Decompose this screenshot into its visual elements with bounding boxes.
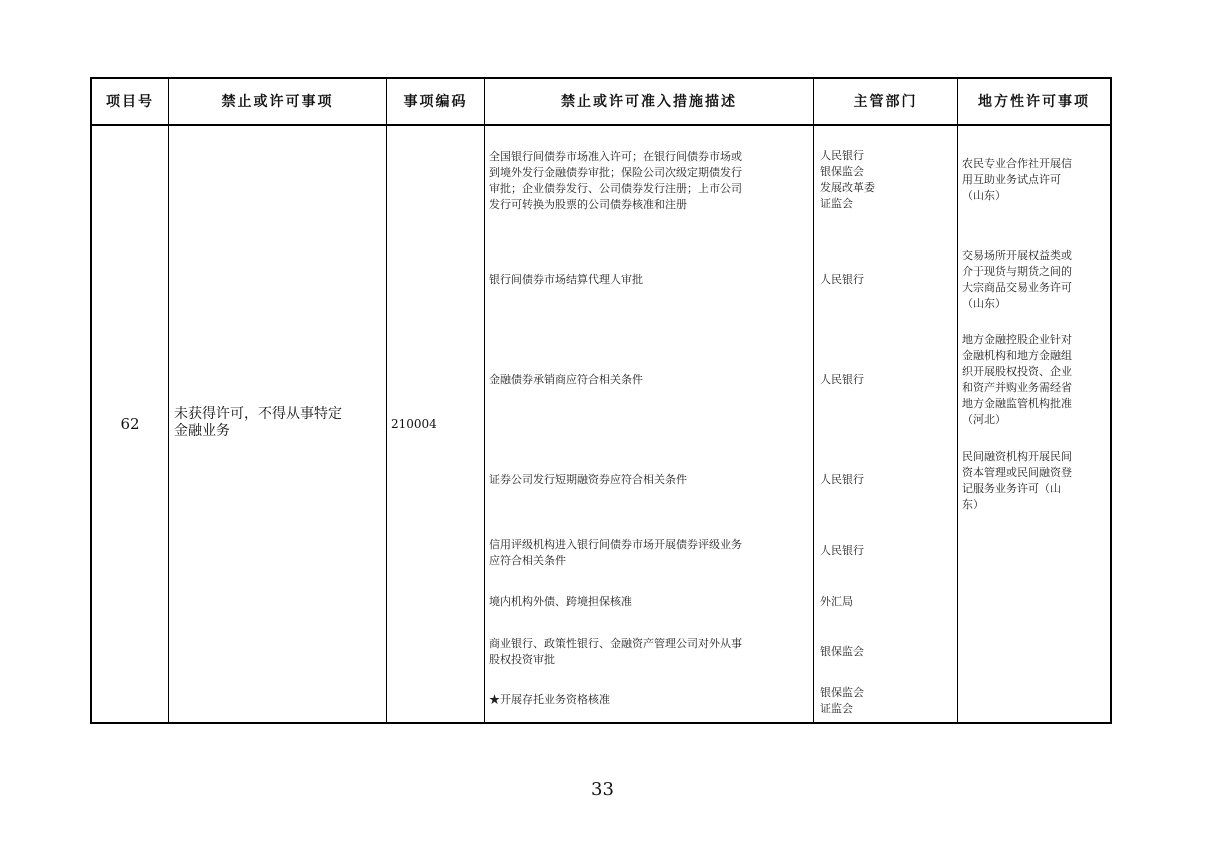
header-department: 主管部门 (853, 94, 918, 110)
header-item-no: 项目号 (106, 94, 154, 110)
col-divider (168, 77, 169, 724)
department-cell (820, 594, 853, 610)
desc-line: ★开展存托业务资格核准 (489, 693, 610, 706)
local-line: 织开展股权投资、企业 (962, 365, 1072, 378)
matter-line: 未获得许可，不得从事特定 (174, 406, 342, 422)
col-divider (1110, 77, 1112, 724)
desc-line: 金融债券承销商应符合相关条件 (489, 373, 643, 386)
department-cell (820, 543, 864, 559)
local-line: 东） (962, 498, 984, 511)
department-cell (820, 272, 864, 288)
desc-line: 全国银行间债券市场准入许可；在银行间债券市场或 (489, 150, 742, 163)
local-line: 大宗商品交易业务许可 (962, 281, 1072, 294)
local-line: 地方金融控股企业针对 (962, 333, 1072, 346)
desc-line: 商业银行、政策性银行、金融资产管理公司对外从事 (489, 637, 742, 650)
measure-description (489, 537, 742, 569)
measure-description (489, 692, 610, 708)
department-line: 外汇局 (820, 595, 853, 608)
local-line: （山东） (962, 189, 1006, 202)
department-cell (820, 372, 864, 388)
desc-line: 信用评级机构进入银行间债券市场开展债券评级业务 (489, 538, 742, 551)
local-line: 介于现货与期货之间的 (962, 265, 1072, 278)
desc-line: 应符合相关条件 (489, 554, 566, 567)
department-line: 证监会 (820, 702, 853, 715)
department-line: 银保监会 (820, 165, 864, 178)
desc-line: 发行可转换为股票的公司债券核准和注册 (489, 198, 687, 211)
measure-description (489, 594, 632, 610)
header-local: 地方性许可事项 (978, 94, 1090, 110)
header-code: 事项编码 (403, 94, 468, 110)
header-matter: 禁止或许可事项 (221, 94, 334, 110)
local-line: 地方金融监管机构批准 (962, 397, 1072, 410)
measure-description (489, 472, 687, 488)
department-cell (820, 148, 875, 212)
local-line: 交易场所开展权益类或 (962, 249, 1072, 262)
local-line: 记服务业务许可（山 (962, 482, 1061, 495)
department-line: 人民银行 (820, 273, 864, 286)
col-divider (484, 77, 485, 724)
department-line: 证监会 (820, 197, 853, 210)
department-line: 人民银行 (820, 149, 864, 162)
local-line: （河北） (962, 413, 1006, 426)
matter-text (174, 406, 342, 440)
local-line: （山东） (962, 297, 1006, 310)
measure-description (489, 372, 643, 388)
desc-line: 证券公司发行短期融资券应符合相关条件 (489, 473, 687, 486)
local-line: 民间融资机构开展民间 (962, 450, 1072, 463)
department-line: 银保监会 (820, 645, 864, 658)
department-cell (820, 472, 864, 488)
measure-description (489, 636, 742, 668)
col-divider (957, 77, 958, 724)
matter-line: 金融业务 (174, 423, 230, 439)
local-item (962, 449, 1072, 513)
department-cell (820, 685, 864, 717)
department-line: 人民银行 (820, 544, 864, 557)
local-item (962, 248, 1072, 312)
desc-line: 境内机构外债、跨境担保核准 (489, 595, 632, 608)
department-line: 发展改革委 (820, 181, 875, 194)
local-line: 用互助业务试点许可 (962, 173, 1061, 186)
table-bottom-border (90, 722, 1112, 724)
measure-description (489, 272, 643, 288)
item-number: 62 (120, 415, 140, 433)
local-line: 资本管理或民间融资登 (962, 466, 1072, 479)
local-line: 农民专业合作社开展信 (962, 157, 1072, 170)
department-line: 人民银行 (820, 473, 864, 486)
col-divider (813, 77, 814, 724)
desc-line: 到境外发行金融债券审批；保险公司次级定期债发行 (489, 166, 742, 179)
department-line: 银保监会 (820, 686, 864, 699)
department-cell (820, 644, 864, 660)
page-number: 33 (591, 779, 614, 800)
measure-description (489, 149, 742, 213)
item-code: 210004 (391, 417, 437, 431)
local-line: 和资产并购业务需经省 (962, 381, 1072, 394)
header-description: 禁止或许可准入措施描述 (561, 94, 737, 110)
department-line: 人民银行 (820, 373, 864, 386)
desc-line: 银行间债券市场结算代理人审批 (489, 273, 643, 286)
col-divider (386, 77, 387, 724)
local-item (962, 332, 1072, 428)
col-divider (90, 77, 92, 724)
local-item (962, 156, 1072, 204)
local-line: 金融机构和地方金融组 (962, 349, 1072, 362)
desc-line: 股权投资审批 (489, 653, 555, 666)
desc-line: 审批；企业债券发行、公司债券发行注册；上市公司 (489, 182, 742, 195)
